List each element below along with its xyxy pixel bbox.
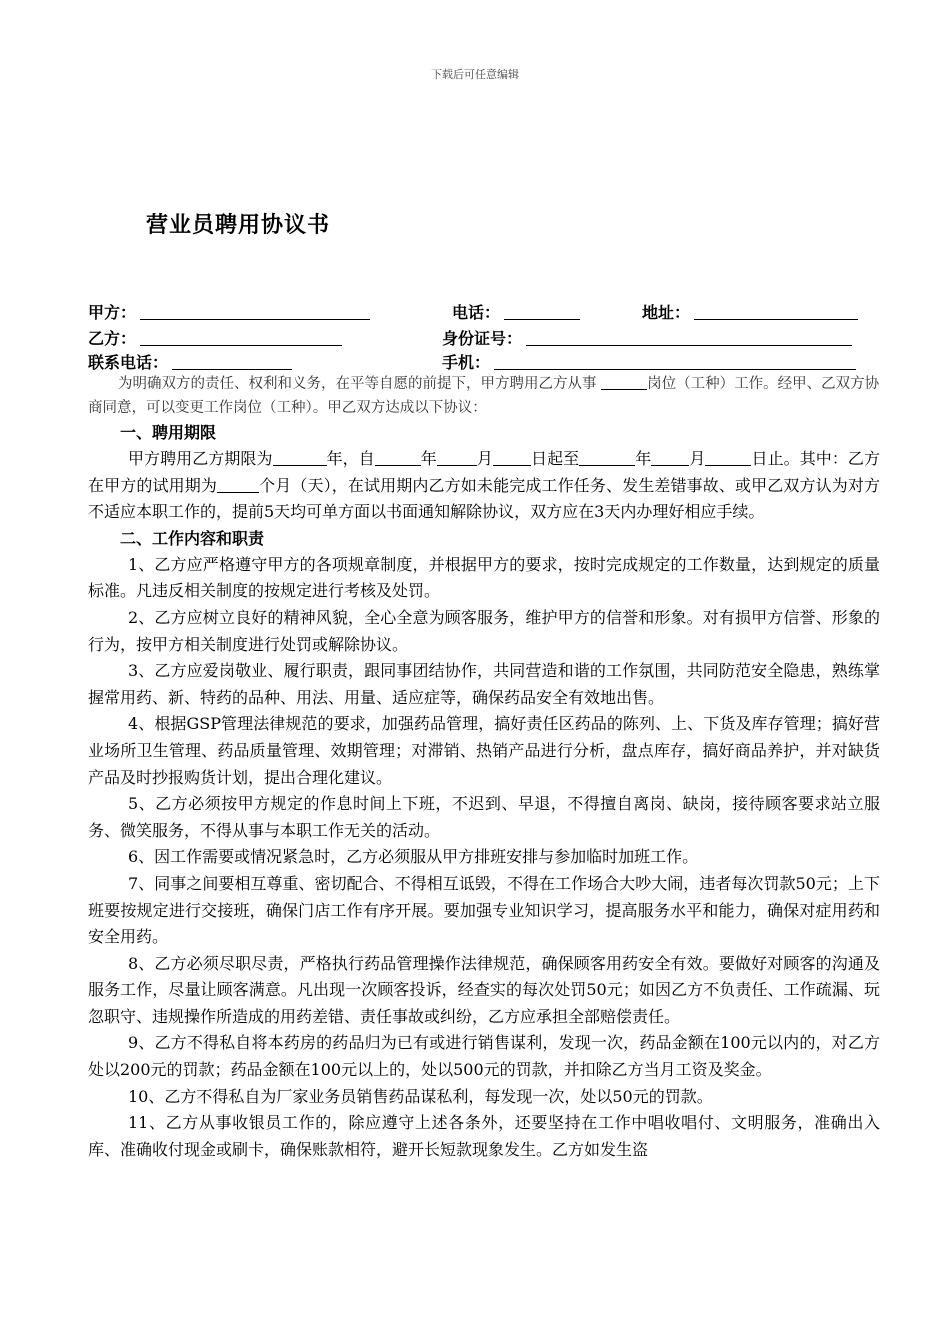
term-text-d: 月 <box>476 449 493 468</box>
duty-item-2: 2、乙方应树立良好的精神风貌，全心全意为顾客服务，维护甲方的信誉和形象。对有损甲方信誉、形象的行为，按甲方相关制度进行处罚或解除协议。 <box>88 607 880 654</box>
party-b-field <box>88 326 342 349</box>
duty-item-7: 7、同事之间要相互尊重、密切配合、不得相互诋毁，不得在工作场合大吵大闹，违者每次罚款50元；上下班要按规定进行交接班，确保门店工作有序开展。要加强专业知识学习，提高服务水平和能力，确保对症用药和安全用药。 <box>88 873 880 947</box>
intro-part1: 为明确双方的责任、权利和义务，在平等自愿的前提下，甲方聘用乙方从事 <box>118 376 602 392</box>
duty-item-8: 8、乙方必须尽职尽责，严格执行药品管理操作法律规范，确保顾客用药安全有效。要做好对顾客的沟通及服务工作，尽量让顾客满意。凡出现一次顾客投诉，经查实的每次处罚50元；如因乙方不负责任、工作疏漏、玩忽职守、违规操作所造成的用药差错、责任事故或纠纷，乙方应承担全部赔偿责任。 <box>88 953 880 1026</box>
duty-item-1: 1、乙方应严格遵守甲方的各项规章制度，并根据甲方的要求，按时完成规定的工作数量，达到规定的质量标准。凡违反相关制度的按规定进行考核及处罚。 <box>88 554 880 601</box>
party-b-label: 乙方： <box>88 329 137 348</box>
address-blank <box>694 303 858 320</box>
term-text-e: 日起至 <box>531 449 580 468</box>
start-year-blank <box>375 449 421 466</box>
document-title: 营业员聘用协议书 <box>146 213 331 238</box>
contact-phone-blank <box>172 353 292 370</box>
section-1-heading: 一、聘用期限 <box>120 423 217 442</box>
mobile-blank <box>494 353 856 370</box>
duty-item-11: 11、乙方从事收银员工作的，除应遵守上述各条外，还要坚持在工作中唱收唱付、文明服务，准确出入库、准确收付现金或刷卡，确保账款相符，避开长短款现象发生。乙方如发生盗 <box>88 1113 880 1159</box>
id-number-field <box>442 326 852 349</box>
party-a-label: 甲方： <box>88 303 137 322</box>
section-2-heading: 二、工作内容和职责 <box>120 528 265 548</box>
field-row-1 <box>88 300 868 324</box>
contact-phone-label: 联系电话： <box>88 353 169 372</box>
agreement-body <box>88 372 880 1163</box>
term-paragraph <box>88 446 880 526</box>
duty-item-4: 4、根据GSP管理法律规范的要求，加强药品管理，搞好责任区药品的陈列、上、下货及库存管理；搞好营业场所卫生管理、药品质量管理、效期管理；对滞销、热销产品进行分析，盘点库存，搞好商品养护，并对缺货产品及时抄报购货计划，提出合理化建议。 <box>88 714 880 787</box>
term-years-blank <box>273 449 327 466</box>
duty-item-5: 5、乙方必须按甲方规定的作息时间上下班，不迟到、早退，不得擅自离岗、缺岗，接待顾客要求站立服务、微笑服务，不得从事与本职工作无关的活动。 <box>88 794 880 840</box>
term-text-f: 年 <box>635 449 652 468</box>
end-year-blank <box>579 449 635 466</box>
start-month-blank <box>437 449 477 466</box>
party-a-blank <box>140 303 370 320</box>
duty-item-10: 10、乙方不得私自为厂家业务员销售药品谋私利，每发现一次，处以50元的罚款。 <box>128 1086 713 1106</box>
address-field <box>642 300 858 323</box>
start-day-blank <box>493 449 531 466</box>
end-month-blank <box>651 449 689 466</box>
term-text-b: 年，自 <box>326 449 375 468</box>
duty-item-6: 6、因工作需要或情况紧急时，乙方必须服从甲方排班安排与参加临时加班工作。 <box>128 847 699 867</box>
position-blank <box>601 373 647 390</box>
field-row-3 <box>88 350 868 374</box>
duty-item-3: 3、乙方应爱岗敬业、履行职责，跟同事团结协作，共同营造和谐的工作氛围，共同防范安全隐患，熟练掌握常用药、新、特药的品种、用法、用量、适应症等，确保药品安全有效地出售。 <box>88 661 880 707</box>
id-number-label: 身份证号： <box>442 329 523 348</box>
end-day-blank <box>705 449 751 466</box>
term-text-g: 月 <box>689 449 706 468</box>
term-text-i: 个月（天），在试用期内乙方如未能完成工作任务、发生差错事故、或甲乙双方认为对方不适应本职工作的，提前5天均可单方面以书面通知解除协议，双方应在3天内办理好相应手续。 <box>88 475 880 522</box>
mobile-label: 手机： <box>442 353 491 372</box>
intro-part2: 岗位（工种）工作。经甲、乙双方协商同意，可以变更工作岗位（工种）。甲乙双方达成以下协议： <box>88 376 880 416</box>
party-a-field <box>88 300 370 323</box>
id-number-blank <box>526 329 852 346</box>
phone-label: 电话： <box>452 303 501 322</box>
duty-item-9: 9、乙方不得私自将本药房的药品归为已有或进行销售谋利，发现一次，药品金额在100元以内的，对乙方处以200元的罚款；药品金额在100元以上的，处以500元的罚款，并扣除乙方当月工资及奖金。 <box>88 1033 880 1080</box>
probation-blank <box>217 476 259 493</box>
phone-blank <box>504 303 580 320</box>
contact-phone-field <box>88 350 292 373</box>
address-label: 地址： <box>642 303 691 322</box>
intro-paragraph <box>88 372 880 420</box>
mobile-field <box>442 350 856 373</box>
field-row-2 <box>88 326 868 350</box>
term-text-c: 年 <box>420 449 437 468</box>
term-text-h: 日止。其中：乙方在甲方的试用期为 <box>88 449 880 495</box>
term-text-a: 甲方聘用乙方期限为 <box>128 449 273 468</box>
phone-field <box>452 300 580 323</box>
header-note: 下载后可任意编辑 <box>431 68 519 81</box>
party-b-blank <box>140 329 342 346</box>
